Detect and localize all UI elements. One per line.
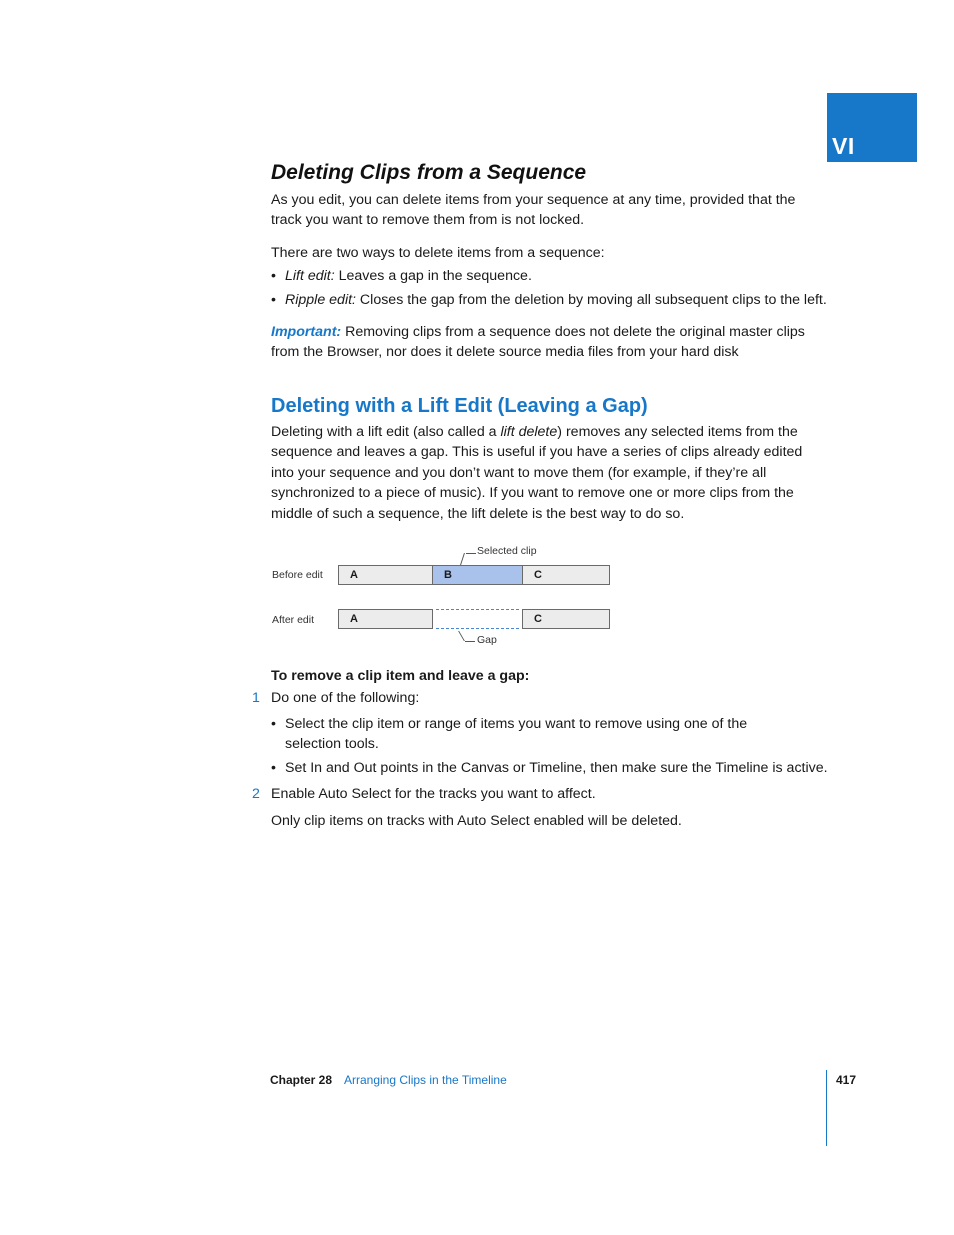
clip-a-before: A	[338, 565, 433, 585]
selected-clip-label: Selected clip	[477, 545, 537, 557]
procedure-note: Only clip items on tracks with Auto Select enabled will be deleted.	[271, 813, 682, 829]
lift-edit-term: lift delete	[500, 424, 558, 440]
gap-bottom-line	[436, 628, 519, 629]
lift-edit-text-2: ) removes any selected items from the sequence and leaves a gap. This is useful if you have a series of clips already edited into your sequence and you don’t want to move them (for example, if they’re all synchronized to a piece of music). If you want to remove one or more clips from the middle of such a sequence, the lift delete is the best way to do so.	[271, 424, 803, 522]
subsection-title: Deleting with a Lift Edit (Leaving a Gap)	[271, 395, 648, 417]
footer-chapter-title: Arranging Clips in the Timeline	[344, 1073, 507, 1087]
clip-c-before: C	[522, 565, 610, 585]
after-edit-label: After edit	[272, 614, 315, 626]
section-title: Deleting Clips from a Sequence	[271, 161, 587, 184]
footer-chapter: Chapter 28	[270, 1073, 333, 1087]
part-tab-label: VI	[832, 133, 855, 159]
lift-edit-text-1: Deleting with a lift edit (also called a	[271, 424, 501, 440]
clip-a-after: A	[338, 609, 433, 629]
bullet-text: Leaves a gap in the sequence.	[334, 268, 532, 284]
part-tab	[827, 93, 917, 162]
selected-clip-leader-diagonal	[460, 553, 465, 565]
ways-intro: There are two ways to delete items from a sequence:	[271, 245, 605, 261]
bullet-dot: •	[271, 716, 276, 732]
bullet-text: Closes the gap from the deletion by moving all subsequent clips to the left.	[355, 292, 827, 308]
bullet-lift-edit	[271, 266, 830, 286]
bullet-ripple-edit	[271, 290, 830, 310]
step-number: 2	[252, 786, 260, 802]
selected-clip-leader	[466, 553, 476, 554]
important-label: Important:	[271, 324, 342, 340]
before-edit-label: Before edit	[272, 569, 323, 581]
bullet-term: Ripple edit:	[285, 292, 356, 308]
gap-leader	[465, 641, 475, 642]
sub-bullet-in-out	[271, 758, 830, 778]
sub-bullet-select	[271, 714, 785, 755]
lift-edit-paragraph	[271, 422, 827, 524]
bullet-dot: •	[271, 760, 276, 776]
bullet-dot: •	[271, 268, 276, 284]
procedure-heading: To remove a clip item and leave a gap:	[271, 668, 530, 684]
step-1-text: Do one of the following:	[271, 690, 420, 706]
important-note	[271, 322, 827, 363]
gap-top-line	[436, 609, 519, 610]
sub-bullet-text: Set In and Out points in the Canvas or Timeline, then make sure the Timeline is active.	[285, 760, 828, 776]
step-2-text: Enable Auto Select for the tracks you want to affect.	[271, 786, 596, 802]
step-number: 1	[252, 690, 260, 706]
clip-c-after: C	[522, 609, 610, 629]
clip-b-selected: B	[432, 565, 523, 585]
important-text: Removing clips from a sequence does not delete the original master clips from the Browser, nor does it delete source media files from your hard disk	[271, 324, 805, 361]
page-number: 417	[836, 1073, 857, 1087]
gap-label: Gap	[477, 634, 497, 646]
footer-divider	[826, 1070, 827, 1146]
bullet-term: Lift edit:	[285, 268, 335, 284]
gap-leader-diagonal	[458, 631, 465, 641]
intro-paragraph: As you edit, you can delete items from your sequence at any time, provided that the track you want to remove them from is not locked.	[271, 192, 796, 229]
bullet-dot: •	[271, 292, 276, 308]
sub-bullet-text: Select the clip item or range of items you want to remove using one of the selection tools.	[285, 716, 748, 753]
